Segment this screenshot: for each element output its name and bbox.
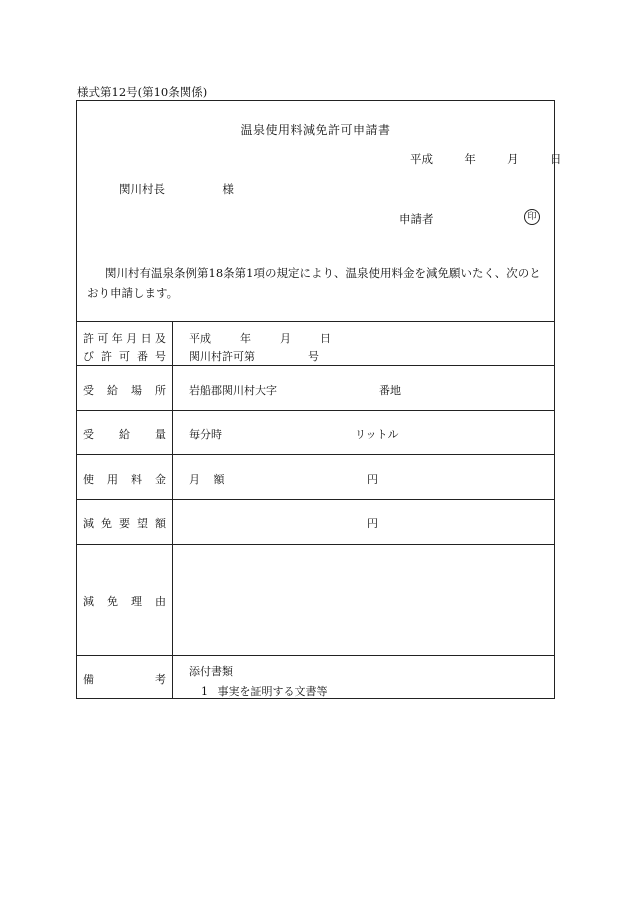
seal-mark: 印 <box>524 209 540 225</box>
row-divider <box>77 544 554 545</box>
row-divider <box>77 365 554 366</box>
permit-date <box>189 330 331 346</box>
fee-label: 使 用 料 金 <box>83 473 166 486</box>
column-divider <box>172 321 173 698</box>
permit-date-era: 平成 <box>189 332 211 345</box>
addressee-name: 関川村長 <box>119 182 165 196</box>
permit-number-suffix: 号 <box>308 350 319 363</box>
body-paragraph <box>87 263 546 303</box>
supply-label: 受 給 量 <box>83 428 166 441</box>
exemption-amount-suffix: 円 <box>367 517 378 530</box>
form-title: 温泉使用料減免許可申請書 <box>240 123 391 137</box>
addressee-honorific: 様 <box>222 182 234 196</box>
date-month: 月 <box>507 152 519 166</box>
remarks-label: 備 考 <box>83 673 166 686</box>
date-year: 年 <box>464 152 476 166</box>
row-divider <box>77 410 554 411</box>
location-label: 受 給 場 所 <box>83 384 166 397</box>
row-divider <box>77 321 554 322</box>
exemption-reason-label: 減 免 理 由 <box>83 595 166 608</box>
date-day: 日 <box>549 152 562 166</box>
remarks-line2: 1 事実を証明する文書等 <box>201 685 328 698</box>
permit-date-year: 年 <box>240 332 251 345</box>
supply-suffix: リットル <box>355 428 399 441</box>
permit-number <box>189 348 319 364</box>
date-line <box>410 151 561 167</box>
permit-date-day: 日 <box>320 332 331 345</box>
form-number: 様式第12号(第10条関係) <box>77 85 208 99</box>
fee-prefix: 月 額 <box>189 473 225 486</box>
permit-number-prefix: 関川村許可第 <box>189 350 255 363</box>
application-form <box>76 100 562 699</box>
row-divider <box>77 454 554 455</box>
supply-prefix: 毎分時 <box>189 428 222 441</box>
location-suffix: 番地 <box>379 384 401 397</box>
row-divider <box>77 655 554 656</box>
remarks-line1: 添付書類 <box>189 665 233 678</box>
permit-label <box>77 330 172 346</box>
exemption-amount-label: 減 免 要 望 額 <box>83 517 166 530</box>
location-prefix: 岩船郡関川村大字 <box>189 384 277 397</box>
permit-label-line1: 許 可 年 月 日 及 <box>83 332 166 345</box>
date-era: 平成 <box>410 152 433 166</box>
body-text: 関川村有温泉条例第18条第1項の規定により、温泉使用料金を減免願いたく、次のとおり申請します。 <box>87 266 541 300</box>
permit-label-line2: び 許 可 番 号 <box>83 350 166 363</box>
row-divider <box>77 499 554 500</box>
addressee <box>119 181 234 197</box>
permit-date-month: 月 <box>280 332 291 345</box>
fee-suffix: 円 <box>367 473 378 486</box>
permit-label-2 <box>77 348 172 364</box>
applicant-label: 申請者 <box>399 212 434 226</box>
